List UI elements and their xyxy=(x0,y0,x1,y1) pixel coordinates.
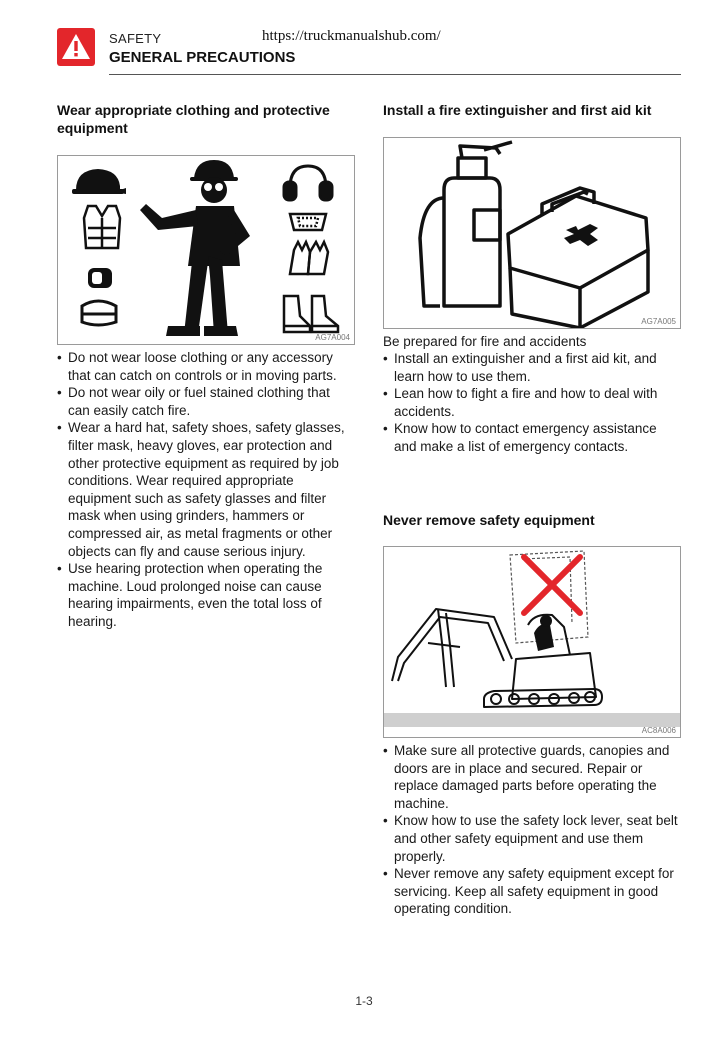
excavator-figure xyxy=(383,546,681,738)
warning-triangle-icon xyxy=(57,28,95,66)
list-item: • Use hearing protection when operating the machine. Loud prolonged noise can cause hearing impairments, even the total loss of hearing. xyxy=(57,560,353,630)
earplug-icon xyxy=(88,268,112,288)
list-item: • Make sure all protective guards, canopies and doors are in place and secured. Repair or replace damaged parts before operating the machine. xyxy=(383,742,683,812)
list-item: • Lean how to fight a fire and how to deal with accidents. xyxy=(383,385,681,420)
operator-icon xyxy=(534,615,554,651)
excavator-icon xyxy=(392,609,602,707)
source-url[interactable]: https://truckmanualshub.com/ xyxy=(262,28,441,44)
list-item: • Install an extinguisher and a first aid kit, and learn how to use them. xyxy=(383,350,681,385)
medical-cross-icon xyxy=(564,224,598,246)
fire-kit-illustration xyxy=(384,138,680,328)
list-item: • Never remove any safety equipment except for servicing. Keep all safety equipment in good operating condition. xyxy=(383,865,683,918)
list-item: • Know how to contact emergency assistance and make a list of emergency contacts. xyxy=(383,420,681,455)
list-item: • Know how to use the safety lock lever, seat belt and other safety equipment and use them properly. xyxy=(383,812,683,865)
safety-equipment-heading: Never remove safety equipment xyxy=(383,512,595,528)
list-item: • Do not wear oily or fuel stained clothing that can easily catch fire. xyxy=(57,384,353,419)
page-header xyxy=(57,27,681,77)
gloves-icon xyxy=(290,242,328,274)
ear-muffs-icon xyxy=(284,166,332,200)
section-label: SAFETY xyxy=(109,31,162,46)
list-item: • Do not wear loose clothing or any accessory that can catch on controls or in moving parts. xyxy=(57,349,353,384)
first-aid-kit-icon xyxy=(508,188,648,328)
figure-code: AG7A005 xyxy=(641,317,676,326)
ppe-heading: Wear appropriate clothing and protective equipment xyxy=(57,102,330,136)
fire-extinguisher-icon xyxy=(420,142,512,306)
figure-code: AG7A004 xyxy=(315,333,350,342)
header-divider xyxy=(109,74,681,75)
safety-vest-icon xyxy=(84,206,120,248)
fire-kit-bullet-list xyxy=(383,350,681,456)
safety-boots-icon xyxy=(284,296,338,332)
fire-kit-intro: Be prepared for fire and accidents xyxy=(383,334,587,349)
ppe-figure xyxy=(57,155,355,345)
figure-code: AC8A006 xyxy=(641,726,676,735)
page-number: 1-3 xyxy=(355,994,373,1008)
goggles-icon xyxy=(82,301,116,325)
safety-equipment-bullet-list xyxy=(383,742,683,918)
list-item: • Wear a hard hat, safety shoes, safety glasses, filter mask, heavy gloves, ear protection and other protective equipment as required by job conditions. Wear required appropriate equipment such as safety glasses and filter mask when using grinders, hammers or compressed air, as metal fragments or other objects can fly and cause serious injury. xyxy=(57,419,353,560)
hard-hat-icon xyxy=(72,169,126,194)
ppe-illustration xyxy=(58,156,354,344)
page-title: GENERAL PRECAUTIONS xyxy=(109,49,296,66)
ground-strip xyxy=(384,713,680,727)
excavator-illustration xyxy=(384,547,680,737)
fire-kit-figure xyxy=(383,137,681,329)
filter-mask-icon xyxy=(290,214,326,230)
fire-kit-heading: Install a fire extinguisher and first aid kit xyxy=(383,102,652,118)
prohibited-cross-icon xyxy=(524,557,580,613)
ppe-bullet-list xyxy=(57,349,353,631)
worker-figure-icon xyxy=(140,160,250,336)
